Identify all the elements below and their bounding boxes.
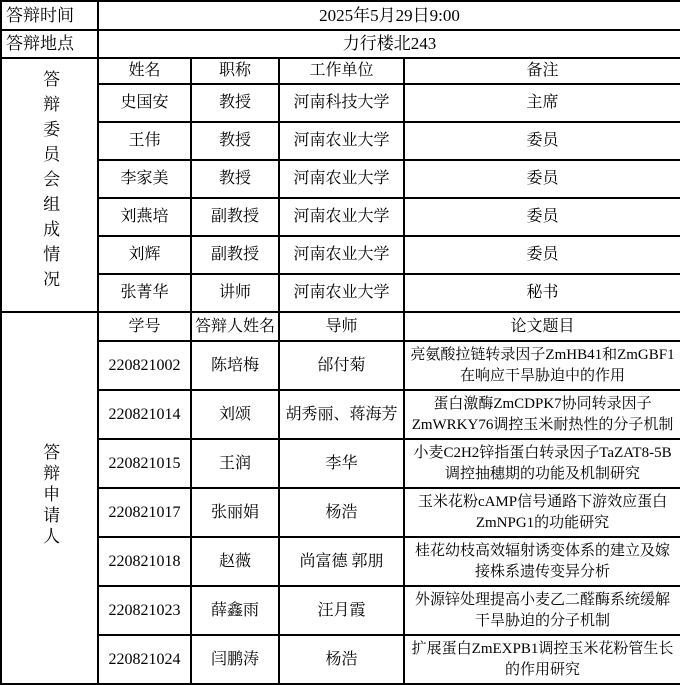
committee-cell-remark: 委员 (404, 236, 680, 274)
committee-row (1, 274, 680, 312)
committee-cell-name: 史国安 (98, 84, 191, 122)
defense-time-row (1, 1, 680, 30)
applicant-cell-supervisor: 胡秀丽、蒋海芳 (279, 390, 404, 439)
committee-row (1, 198, 680, 236)
applicant-cell-thesistitle: 扩展蛋白ZmEXPB1调控玉米花粉管生长的作用研究 (404, 635, 680, 684)
applicant-section-label: 答辩申请人 (40, 442, 60, 548)
committee-cell-remark: 秘书 (404, 274, 680, 312)
applicant-row (1, 586, 680, 635)
committee-cell-workunit: 河南农业大学 (279, 198, 404, 236)
committee-header-name: 姓名 (98, 58, 191, 84)
applicant-cell-thesistitle: 小麦C2H2锌指蛋白转录因子TaZAT8-5B调控抽穗期的功能及机制研究 (404, 439, 680, 488)
applicant-cell-supervisor: 李华 (279, 439, 404, 488)
applicant-cell-studentid: 220821018 (98, 537, 191, 586)
applicant-cell-thesistitle: 蛋白激酶ZmCDPK7协同转录因子ZmWRKY76调控玉米耐热性的分子机制 (404, 390, 680, 439)
applicant-cell-supervisor: 尚富德 郭朋 (279, 537, 404, 586)
defense-place-value: 力行楼北243 (98, 30, 680, 58)
committee-cell-workunit: 河南农业大学 (279, 160, 404, 198)
applicant-header-supervisor: 导师 (279, 312, 404, 341)
applicant-row (1, 341, 680, 390)
committee-cell-title: 讲师 (191, 274, 279, 312)
committee-cell-name: 刘燕培 (98, 198, 191, 236)
committee-cell-name: 刘辉 (98, 236, 191, 274)
applicant-row (1, 635, 680, 684)
committee-cell-remark: 委员 (404, 122, 680, 160)
committee-section-label-cell (1, 58, 98, 312)
applicant-cell-studentid: 220821002 (98, 341, 191, 390)
committee-header-remark: 备注 (404, 58, 680, 84)
applicant-cell-studentid: 220821023 (98, 586, 191, 635)
committee-header-workunit: 工作单位 (279, 58, 404, 84)
applicant-cell-supervisor: 邰付菊 (279, 341, 404, 390)
applicant-row (1, 390, 680, 439)
applicant-cell-name: 赵薇 (191, 537, 279, 586)
applicant-cell-thesistitle: 玉米花粉cAMP信号通路下游效应蛋白ZmNPG1的功能研究 (404, 488, 680, 537)
applicant-header-studentid: 学号 (98, 312, 191, 341)
committee-cell-title: 副教授 (191, 198, 279, 236)
committee-row (1, 236, 680, 274)
applicant-header-thesistitle: 论文题目 (404, 312, 680, 341)
applicant-cell-name: 陈培梅 (191, 341, 279, 390)
applicant-cell-thesistitle: 桂花幼枝高效辐射诱变体系的建立及嫁接株系遗传变异分析 (404, 537, 680, 586)
applicant-cell-name: 刘颂 (191, 390, 279, 439)
applicant-cell-name: 闫鹏涛 (191, 635, 279, 684)
committee-cell-name: 李家美 (98, 160, 191, 198)
applicant-header-row (1, 312, 680, 341)
applicant-row (1, 537, 680, 586)
defense-place-row (1, 30, 680, 58)
committee-cell-name: 王伟 (98, 122, 191, 160)
applicant-cell-name: 薛鑫雨 (191, 586, 279, 635)
applicant-cell-thesistitle: 外源锌处理提高小麦乙二醛酶系统缓解干旱胁迫的分子机制 (404, 586, 680, 635)
defense-time-value: 2025年5月29日9:00 (98, 1, 680, 30)
committee-cell-title: 教授 (191, 84, 279, 122)
committee-row (1, 160, 680, 198)
committee-cell-workunit: 河南农业大学 (279, 236, 404, 274)
applicant-section-label-cell (1, 312, 98, 684)
committee-cell-title: 教授 (191, 160, 279, 198)
committee-cell-workunit: 河南农业大学 (279, 274, 404, 312)
applicant-header-name: 答辩人姓名 (191, 312, 279, 341)
committee-row (1, 122, 680, 160)
applicant-cell-studentid: 220821015 (98, 439, 191, 488)
committee-cell-name: 张菁华 (98, 274, 191, 312)
applicant-cell-studentid: 220821014 (98, 390, 191, 439)
defense-time-label: 答辩时间 (1, 1, 98, 30)
committee-cell-remark: 委员 (404, 160, 680, 198)
committee-cell-title: 副教授 (191, 236, 279, 274)
applicant-cell-studentid: 220821017 (98, 488, 191, 537)
applicant-cell-thesistitle: 亮氨酸拉链转录因子ZmHB41和ZmGBF1在响应干旱胁迫中的作用 (404, 341, 680, 390)
applicant-cell-name: 王润 (191, 439, 279, 488)
applicant-cell-studentid: 220821024 (98, 635, 191, 684)
committee-row (1, 84, 680, 122)
committee-cell-workunit: 河南科技大学 (279, 84, 404, 122)
applicant-row (1, 439, 680, 488)
committee-header-title: 职称 (191, 58, 279, 84)
applicant-cell-supervisor: 汪月霞 (279, 586, 404, 635)
applicant-cell-supervisor: 杨浩 (279, 635, 404, 684)
applicant-cell-name: 张丽娟 (191, 488, 279, 537)
applicant-row (1, 488, 680, 537)
applicant-cell-supervisor: 杨浩 (279, 488, 404, 537)
committee-cell-title: 教授 (191, 122, 279, 160)
committee-cell-workunit: 河南农业大学 (279, 122, 404, 160)
committee-cell-remark: 委员 (404, 198, 680, 236)
committee-cell-remark: 主席 (404, 84, 680, 122)
committee-header-row (1, 58, 680, 84)
committee-section-label: 答辩委员会组成情况 (40, 69, 60, 295)
defense-place-label: 答辩地点 (1, 30, 98, 58)
